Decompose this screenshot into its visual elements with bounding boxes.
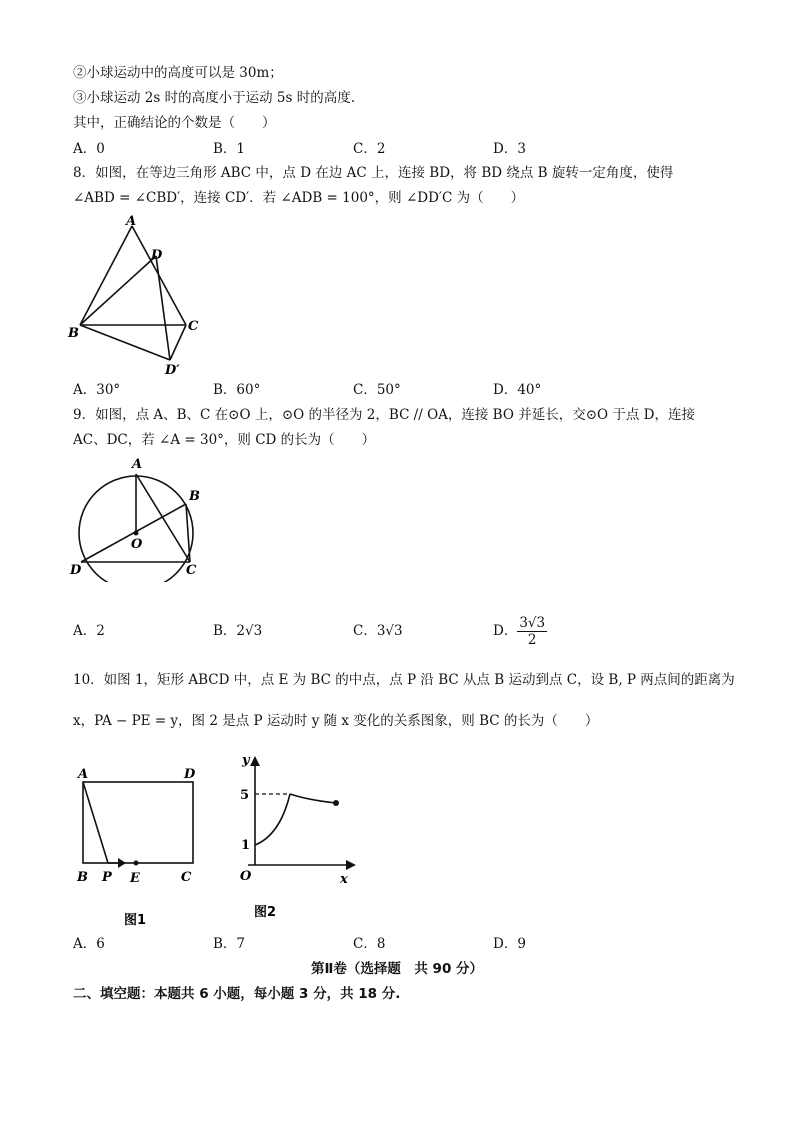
q9-option-d-fraction: $\frac{3√3}{2}$: [519, 615, 546, 648]
q9-option-a: A．2: [73, 623, 105, 639]
q8-label-d: D: [151, 248, 163, 263]
q10-option-d: D．9: [493, 936, 526, 952]
q10-figure-1: [70, 760, 210, 935]
q8-option-d: D．40°: [493, 382, 542, 398]
q8-option-b: B．60°: [213, 382, 261, 398]
q8-label-c: C: [188, 319, 199, 334]
fig2-caption: 图2: [254, 905, 277, 920]
fig1-label-b: B: [77, 870, 88, 885]
q7-prompt: 其中，正确结论的个数是（ ）: [73, 115, 276, 131]
q9-option-d: D． $\frac{3√3}{2}$: [493, 615, 546, 648]
q8-label-dprime: D′: [165, 363, 180, 378]
q8-option-c: C．50°: [353, 382, 401, 398]
fig2-label-origin: O: [240, 869, 252, 884]
fig2-label-y: y: [242, 753, 250, 768]
q9-option-b: B．2√3: [213, 623, 263, 639]
q7-option-a: A．0: [73, 141, 105, 157]
q8-triangle-figure: [60, 210, 220, 380]
fig2-tick-1: 1: [241, 838, 251, 853]
q8-label-b: B: [68, 326, 79, 341]
q9-label-a: A: [132, 457, 143, 472]
q7-statement-2: ②小球运动中的高度可以是 30m；: [73, 65, 283, 81]
q9-label-b: B: [189, 489, 200, 504]
q9-circle-figure: [68, 452, 208, 582]
q7-option-d: D．3: [493, 141, 526, 157]
q7-statement-3: ③小球运动 2s 时的高度小于运动 5s 时的高度.: [73, 90, 355, 106]
q9-label-o: O: [131, 537, 143, 552]
fig1-label-e: E: [130, 871, 140, 886]
q9-option-b-value: 2√3: [236, 623, 263, 639]
fig2-label-x: x: [340, 872, 348, 887]
q10-option-a: A．6: [73, 936, 105, 952]
q10-option-b: B．7: [213, 936, 246, 952]
q8-option-a: A．30°: [73, 382, 121, 398]
q10-option-c: C．8: [353, 936, 386, 952]
fig1-label-d: D: [184, 767, 196, 782]
q9-option-c-value: 3√3: [376, 623, 403, 639]
q7-option-c: C．2: [353, 141, 386, 157]
q10-figure-2: [228, 750, 363, 930]
fig1-label-a: A: [78, 767, 89, 782]
q8-label-a: A: [126, 214, 137, 229]
q8-text-line1: 8．如图，在等边三角形 ABC 中，点 D 在边 AC 上，连接 BD，将 BD 绕点 B 旋转一定角度，使得: [73, 165, 674, 181]
q7-option-b: B．1: [213, 141, 246, 157]
fill-in-blank-heading: 二、填空题：本题共 6 小题，每小题 3 分，共 18 分.: [73, 986, 401, 1002]
q9-text-line1: 9．如图，点 A、B、C 在⊙O 上，⊙O 的半径为 2，BC // OA，连接 BO 并延长，交⊙O 于点 D，连接: [73, 407, 695, 423]
q9-text-line2: AC、DC，若 ∠A = 30°，则 CD 的长为（ ）: [73, 432, 376, 448]
fig1-label-c: C: [181, 870, 192, 885]
q9-label-c: C: [186, 563, 197, 578]
fig2-tick-5: 5: [240, 788, 250, 803]
fig1-label-p: P: [102, 870, 112, 885]
section-2-title: 第Ⅱ卷（选择题 共 90 分）: [310, 961, 484, 977]
q8-text-line2: ∠ABD = ∠CBD′，连接 CD′．若 ∠ADB = 100°，则 ∠DD′C 为（ ）: [73, 190, 525, 206]
fig1-caption: 图1: [124, 913, 147, 928]
q9-label-d: D: [70, 563, 82, 578]
q10-text-line2: x，PA − PE = y，图 2 是点 P 运动时 y 随 x 变化的关系图象，则 BC 的长为（ ）: [73, 713, 599, 729]
q10-text-line1: 10．如图 1，矩形 ABCD 中，点 E 为 BC 的中点，点 P 沿 BC 从点 B 运动到点 C，设 B, P 两点间的距离为: [73, 672, 735, 688]
q9-option-c: C．3√3: [353, 623, 403, 639]
